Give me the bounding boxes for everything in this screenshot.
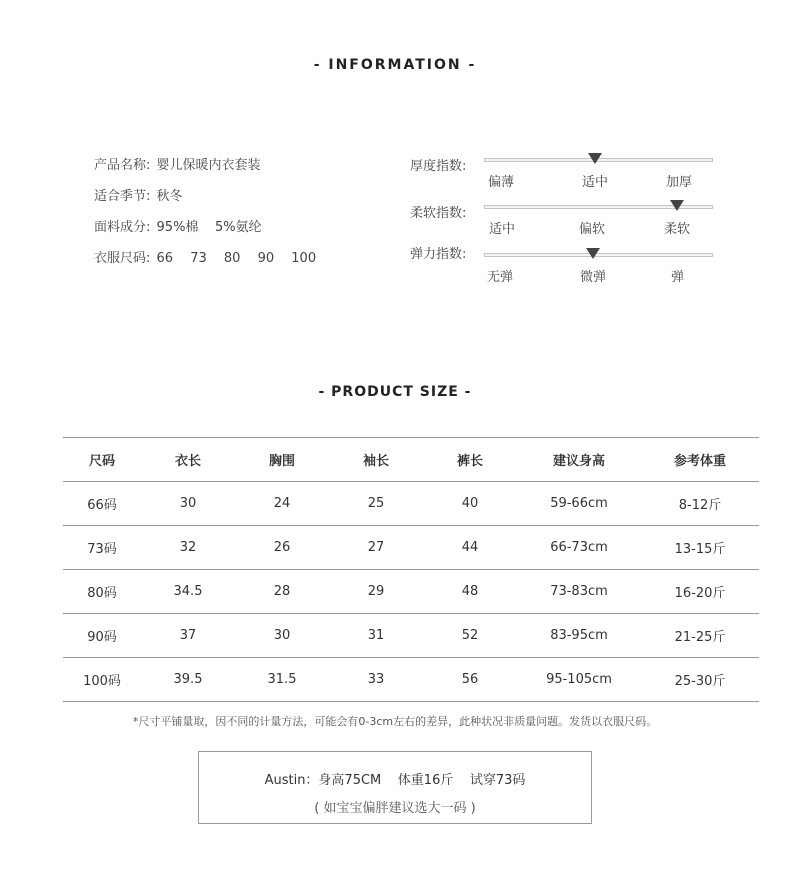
- table-cell: 28: [235, 570, 329, 614]
- softness-scale: [410, 202, 720, 248]
- column-header: 胸围: [235, 438, 329, 482]
- table-cell: 13-15斤: [641, 526, 759, 570]
- table-cell: 40: [423, 482, 517, 526]
- info-label: 产品名称:: [94, 158, 151, 173]
- table-row: [63, 658, 759, 702]
- column-header: 尺码: [63, 438, 141, 482]
- table-cell: 100码: [63, 658, 141, 702]
- table-cell: 48: [423, 570, 517, 614]
- scale-label: 柔软指数:: [410, 206, 467, 221]
- table-row: [63, 526, 759, 570]
- table-cell: 66-73cm: [517, 526, 641, 570]
- size-advice-line: ( 如宝宝偏胖建议选大一码 ): [314, 801, 476, 816]
- table-cell: 56: [423, 658, 517, 702]
- scale-tick: 适中: [582, 175, 609, 190]
- info-value: 95%棉 5%氨纶: [156, 220, 262, 235]
- table-cell: 26: [235, 526, 329, 570]
- table-cell: 25-30斤: [641, 658, 759, 702]
- size-option: 73: [190, 251, 207, 266]
- scale-tick: 偏薄: [488, 175, 515, 190]
- table-cell: 73码: [63, 526, 141, 570]
- table-cell: 90码: [63, 614, 141, 658]
- size-option: 80: [223, 251, 241, 266]
- table-cell: 39.5: [141, 658, 235, 702]
- table-cell: 29: [329, 570, 423, 614]
- model-fit-box: [198, 751, 592, 824]
- table-cell: 31.5: [235, 658, 329, 702]
- scale-tick: 加厚: [666, 175, 693, 190]
- table-cell: 34.5: [141, 570, 235, 614]
- column-header: 参考体重: [641, 438, 759, 482]
- info-label: 衣服尺码:: [94, 251, 151, 266]
- table-cell: 37: [141, 614, 235, 658]
- scale-marker: [670, 200, 684, 211]
- elasticity-scale: [410, 247, 720, 296]
- table-cell: 33: [329, 658, 423, 702]
- table-cell: 24: [235, 482, 329, 526]
- size-option: 66: [156, 251, 174, 266]
- scale-tick: 柔软: [664, 222, 691, 237]
- table-row: [63, 614, 759, 658]
- table-cell: 32: [141, 526, 235, 570]
- table-cell: 44: [423, 526, 517, 570]
- scale-tick: 偏软: [579, 222, 606, 237]
- column-header: 衣长: [141, 438, 235, 482]
- scale-tick: 弹: [671, 270, 685, 285]
- column-header: 建议身高: [517, 438, 641, 482]
- scale-label: 厚度指数:: [410, 159, 467, 174]
- info-value: 婴儿保暖内衣套装: [156, 158, 261, 173]
- info-label: 适合季节:: [94, 189, 151, 204]
- scale-marker: [586, 248, 600, 259]
- model-fit-line: Austin：身高75CM 体重16斤 试穿73码: [264, 773, 526, 788]
- scale-tick: 适中: [489, 222, 516, 237]
- table-cell: 16-20斤: [641, 570, 759, 614]
- table-cell: 59-66cm: [517, 482, 641, 526]
- product-info: [94, 154, 329, 278]
- table-cell: 21-25斤: [641, 614, 759, 658]
- table-cell: 30: [141, 482, 235, 526]
- table-row: [63, 482, 759, 526]
- table-cell: 80码: [63, 570, 141, 614]
- info-label: 面料成分:: [94, 220, 151, 235]
- info-row-sizes: [94, 247, 329, 278]
- info-row-fabric: [94, 216, 329, 247]
- size-option: 100: [291, 251, 317, 266]
- column-header: 裤长: [423, 438, 517, 482]
- table-cell: 52: [423, 614, 517, 658]
- table-cell: 73-83cm: [517, 570, 641, 614]
- scale-label: 弹力指数:: [410, 247, 467, 262]
- table-cell: 83-95cm: [517, 614, 641, 658]
- product-size-title: - PRODUCT SIZE -: [318, 384, 472, 400]
- scale-marker: [588, 153, 602, 164]
- column-header: 袖长: [329, 438, 423, 482]
- size-option: 90: [257, 251, 275, 266]
- table-header-row: [63, 438, 759, 482]
- table-cell: 66码: [63, 482, 141, 526]
- info-row-season: [94, 185, 329, 216]
- table-cell: 31: [329, 614, 423, 658]
- scale-tick: 微弹: [580, 270, 607, 285]
- table-cell: 95-105cm: [517, 658, 641, 702]
- size-table: [63, 437, 759, 702]
- scale-tick: 无弹: [487, 270, 514, 285]
- table-cell: 27: [329, 526, 423, 570]
- table-cell: 30: [235, 614, 329, 658]
- measurement-note: *尺寸平铺量取，因不同的计量方法，可能会有0-3cm左右的差异，此种状况非质量问题。发货以衣服尺码。: [132, 715, 658, 728]
- thickness-scale: [410, 155, 720, 201]
- information-title: - INFORMATION -: [313, 57, 477, 73]
- info-row-name: [94, 154, 329, 185]
- info-value: 秋冬: [156, 189, 183, 204]
- table-cell: 8-12斤: [641, 482, 759, 526]
- table-cell: 25: [329, 482, 423, 526]
- table-row: [63, 570, 759, 614]
